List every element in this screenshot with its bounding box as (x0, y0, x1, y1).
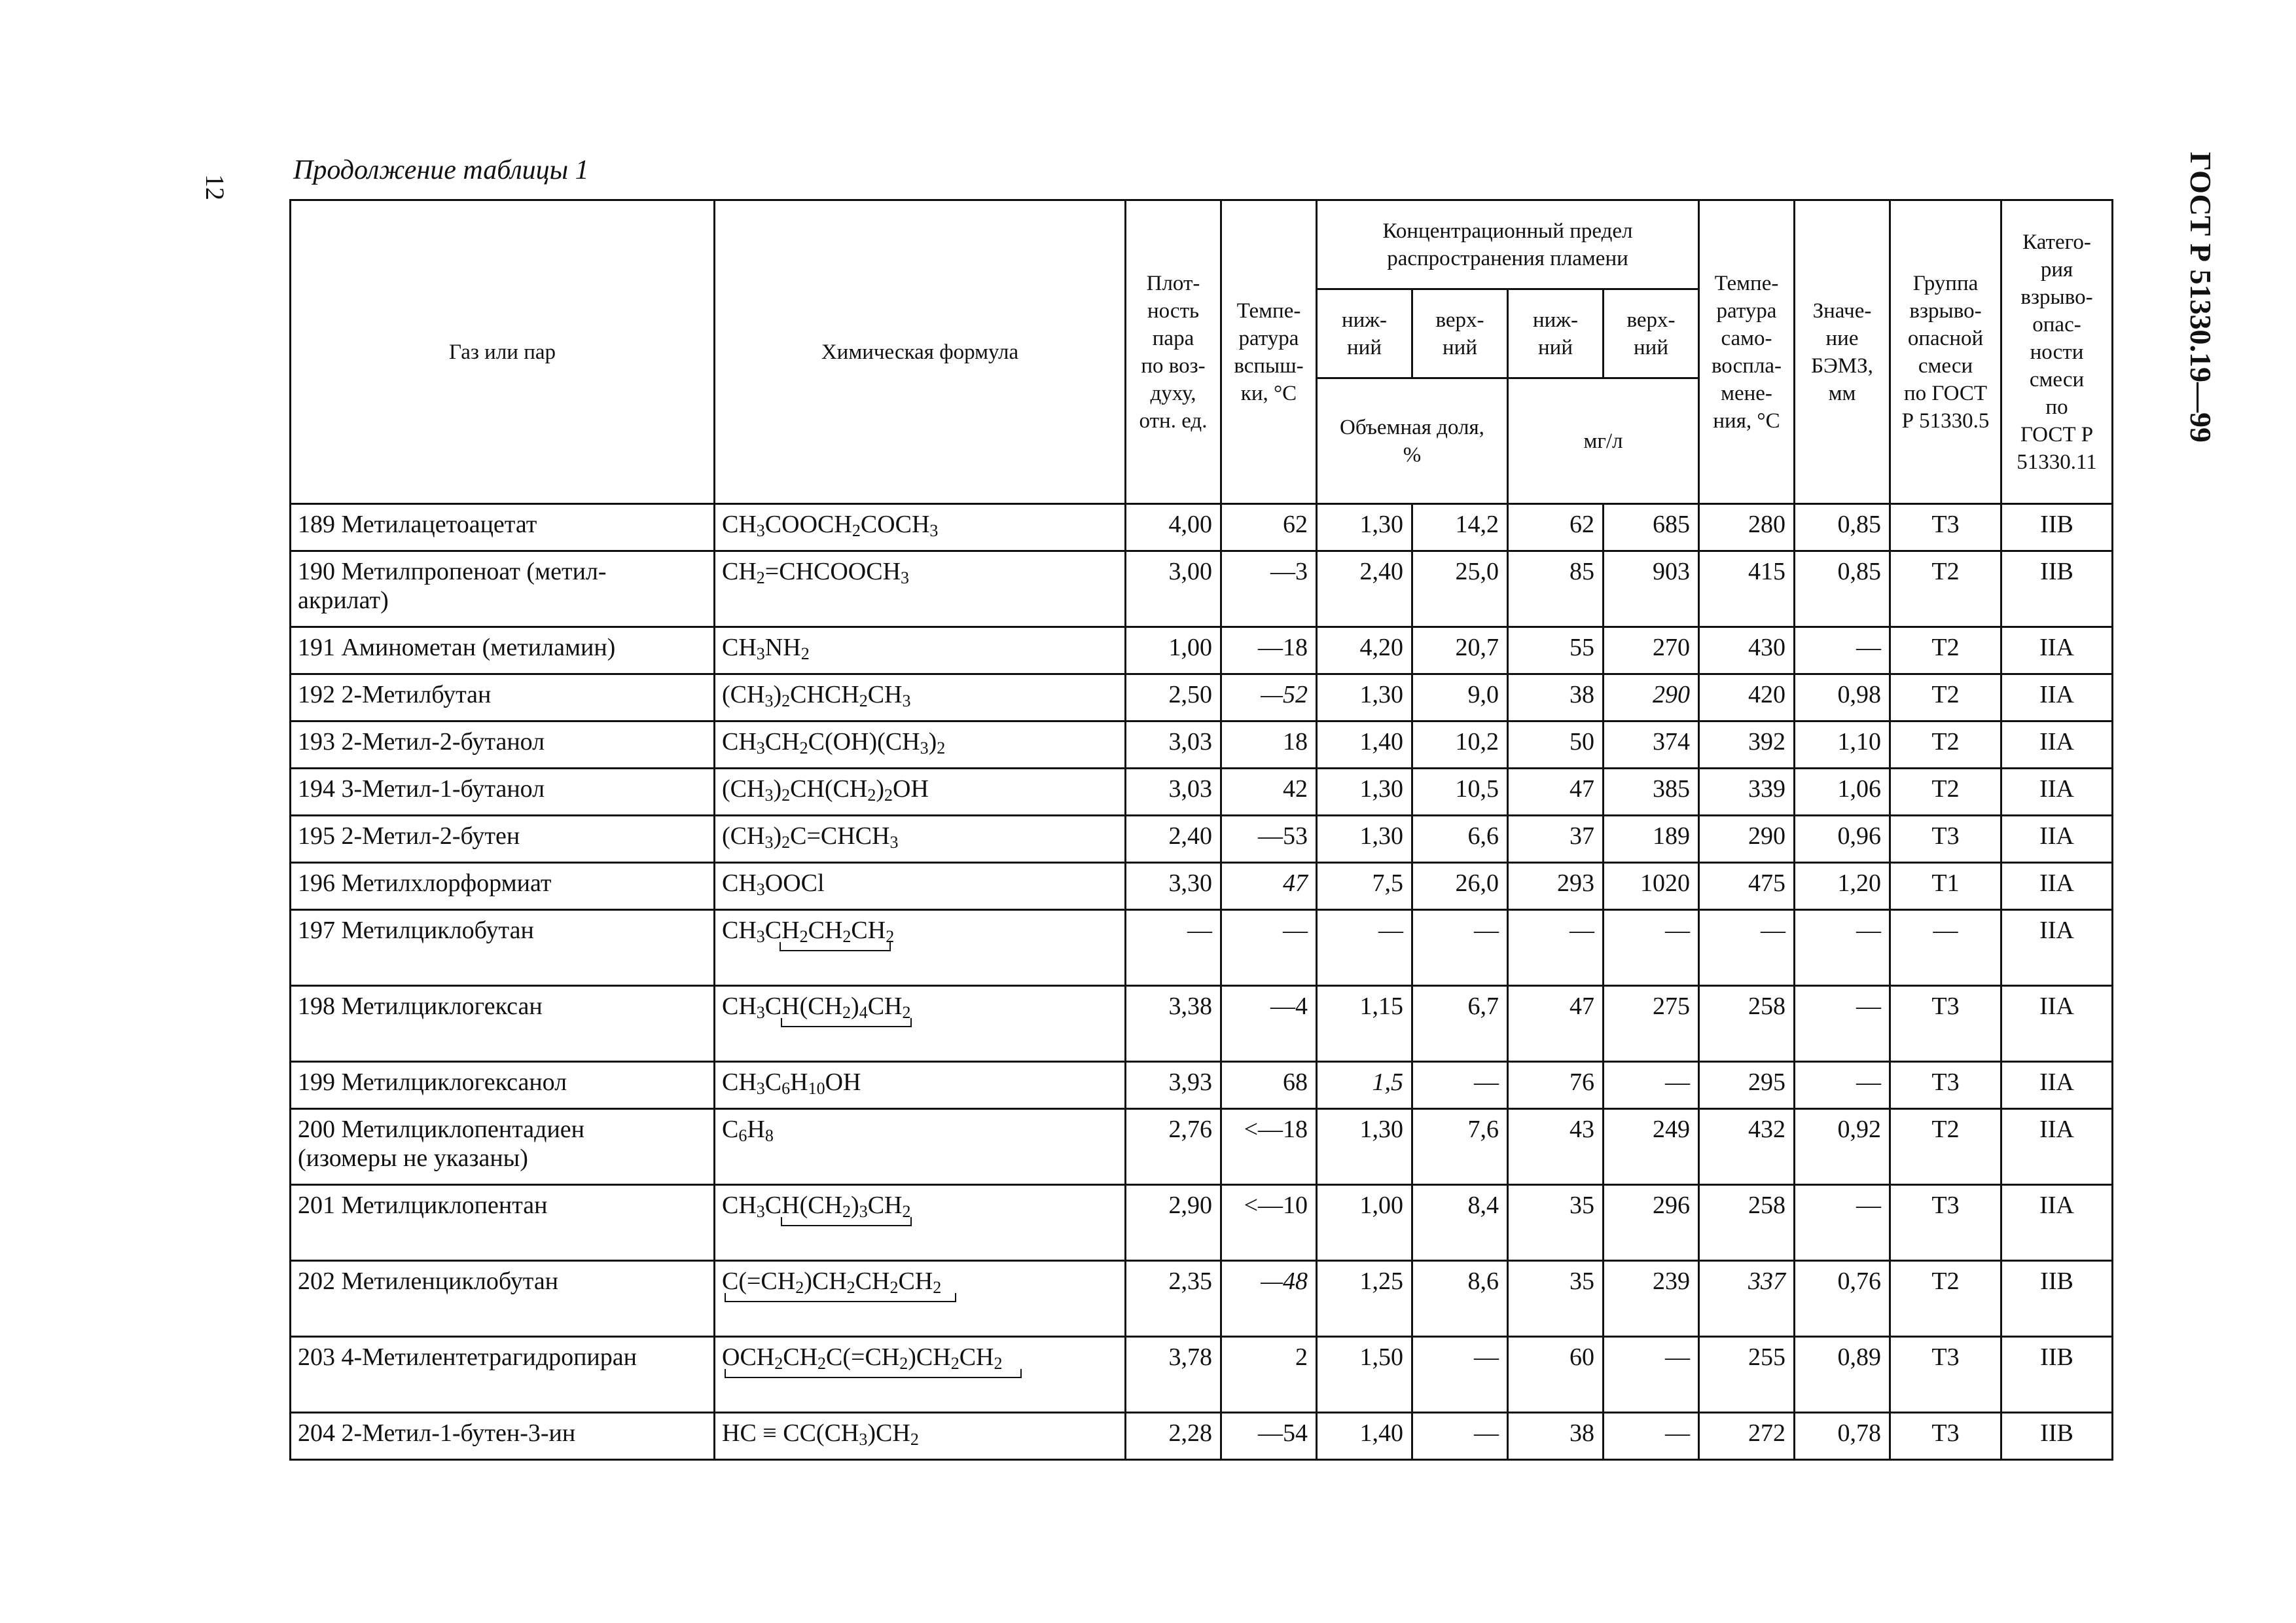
cell-lower-mg: 76 (1508, 1062, 1604, 1109)
cell-formula: $CH_3CH_2CH_2CH_2$ (715, 910, 1126, 986)
cell-bemz: — (1795, 986, 1890, 1062)
cell-density: 3,03 (1126, 721, 1221, 769)
cell-lower-vol: 1,30 (1317, 769, 1412, 816)
cell-flash: —52 (1221, 674, 1317, 721)
row-number: 204 (298, 1419, 342, 1447)
cell-lower-mg: 47 (1508, 986, 1604, 1062)
cell-density: 2,35 (1126, 1261, 1221, 1337)
row-number: 202 (298, 1267, 342, 1295)
cell-lower-vol: 1,15 (1317, 986, 1412, 1062)
row-number: 197 (298, 917, 342, 944)
col-header-category: Катего- рия взрыво- опас- ности смеси по ГОСТ Р 51330.11 (2001, 200, 2113, 504)
cell-lower-vol: 1,00 (1317, 1185, 1412, 1261)
table-row (291, 721, 2113, 769)
cell-upper-mg: — (1604, 1337, 1699, 1413)
cell-density: 4,00 (1126, 504, 1221, 551)
row-number: 189 (298, 511, 342, 538)
cell-formula: $CH_3COOCH_2COCH_3$ (715, 504, 1126, 551)
cell-upper-mg: 249 (1604, 1109, 1699, 1185)
row-number: 191 (298, 634, 342, 661)
cell-name (291, 1413, 715, 1460)
row-number: 196 (298, 869, 342, 897)
substance-name: Метилхлорформиат (341, 869, 552, 897)
row-number: 198 (298, 993, 342, 1020)
substance-name: Аминометан (метиламин) (341, 634, 616, 661)
cell-lower-mg: 43 (1508, 1109, 1604, 1185)
table-row (291, 863, 2113, 910)
cell-lower-vol: 1,40 (1317, 721, 1412, 769)
substance-name: 2-Метил-1-бутен-3-ин (341, 1419, 576, 1447)
cell-upper-mg: 239 (1604, 1261, 1699, 1337)
table-row (291, 910, 2113, 986)
table-row (291, 1185, 2113, 1261)
col-header-density: Плот- ность пара по воз- духу, отн. ед. (1126, 200, 1221, 504)
cell-category: IIВ (2001, 504, 2113, 551)
cell-group: Т3 (1890, 1185, 2001, 1261)
cell-category: IIА (2001, 627, 2113, 674)
table-body (291, 504, 2113, 1460)
col-header-group: Группа взрыво- опасной смеси по ГОСТ Р 51330.5 (1890, 200, 2001, 504)
cell-lower-vol: 4,20 (1317, 627, 1412, 674)
cell-name (291, 769, 715, 816)
cell-upper-vol: 25,0 (1412, 551, 1508, 627)
cell-lower-mg: 35 (1508, 1185, 1604, 1261)
cell-density: — (1126, 910, 1221, 986)
substance-name: Метилпропеноат (метил- акрилат) (298, 558, 607, 614)
cell-name (291, 910, 715, 986)
cell-upper-mg: — (1604, 1413, 1699, 1460)
cell-category: IIА (2001, 816, 2113, 863)
cell-density: 3,78 (1126, 1337, 1221, 1413)
table-row (291, 1062, 2113, 1109)
cell-upper-mg: 189 (1604, 816, 1699, 863)
cell-upper-vol: 10,5 (1412, 769, 1508, 816)
cell-flash: 18 (1221, 721, 1317, 769)
cell-bemz: 0,89 (1795, 1337, 1890, 1413)
cell-autoignition: 475 (1699, 863, 1795, 910)
table-row (291, 627, 2113, 674)
substance-name: 4-Метилентетрагидропиран (341, 1343, 637, 1371)
cell-lower-mg: 38 (1508, 1413, 1604, 1460)
cell-group: Т2 (1890, 674, 2001, 721)
cell-formula: $CH_3C_6H_{10}OH$ (715, 1062, 1126, 1109)
cell-flash: 2 (1221, 1337, 1317, 1413)
cell-autoignition: 337 (1699, 1261, 1795, 1337)
cell-formula: $CH_2=CHCOOCH_3$ (715, 551, 1126, 627)
cell-autoignition: 430 (1699, 627, 1795, 674)
col-header-formula: Химическая формула (715, 200, 1126, 504)
standard-designation: ГОСТ Р 51330.19—99 (2184, 152, 2217, 443)
cell-flash: —53 (1221, 816, 1317, 863)
cell-name (291, 721, 715, 769)
cell-autoignition: 420 (1699, 674, 1795, 721)
cell-flash: 47 (1221, 863, 1317, 910)
row-number: 199 (298, 1068, 342, 1096)
cell-bemz: 0,85 (1795, 504, 1890, 551)
cell-bemz: 1,06 (1795, 769, 1890, 816)
substance-name: 2-Метил-2-бутен (341, 822, 520, 850)
cell-density: 1,00 (1126, 627, 1221, 674)
cell-category: IIА (2001, 910, 2113, 986)
substance-name: Метилциклобутан (341, 917, 534, 944)
cell-upper-vol: 26,0 (1412, 863, 1508, 910)
cell-category: IIА (2001, 1185, 2113, 1261)
cell-lower-vol: 1,30 (1317, 816, 1412, 863)
cell-upper-vol: 10,2 (1412, 721, 1508, 769)
cell-formula: $CH_3CH(CH_2)_4CH_2$ (715, 986, 1126, 1062)
table-row (291, 1413, 2113, 1460)
substance-name: Метилацетоацетат (341, 511, 537, 538)
col-header-gas: Газ или пар (291, 200, 715, 504)
cell-name (291, 1261, 715, 1337)
cell-category: IIВ (2001, 1413, 2113, 1460)
cell-autoignition: 392 (1699, 721, 1795, 769)
cell-category: IIА (2001, 986, 2113, 1062)
cell-lower-mg: 47 (1508, 769, 1604, 816)
cell-category: IIВ (2001, 1261, 2113, 1337)
cell-upper-mg: — (1604, 910, 1699, 986)
cell-formula: $(CH_3)_2CHCH_2CH_3$ (715, 674, 1126, 721)
cell-group: Т3 (1890, 1337, 2001, 1413)
cell-flash: —3 (1221, 551, 1317, 627)
cell-category: IIА (2001, 863, 2113, 910)
cell-autoignition: 415 (1699, 551, 1795, 627)
cell-autoignition: 290 (1699, 816, 1795, 863)
cell-group: Т2 (1890, 627, 2001, 674)
cell-lower-vol: — (1317, 910, 1412, 986)
cell-upper-vol: 9,0 (1412, 674, 1508, 721)
cell-flash: <—18 (1221, 1109, 1317, 1185)
row-number: 195 (298, 822, 342, 850)
cell-bemz: 0,92 (1795, 1109, 1890, 1185)
cell-upper-mg: 385 (1604, 769, 1699, 816)
cell-lower-vol: 1,25 (1317, 1261, 1412, 1337)
col-header-upper-mg: верх- ний (1604, 289, 1699, 378)
cell-lower-mg: 38 (1508, 674, 1604, 721)
cell-name (291, 504, 715, 551)
row-number: 201 (298, 1192, 342, 1219)
cell-upper-vol: 14,2 (1412, 504, 1508, 551)
cell-lower-mg: 85 (1508, 551, 1604, 627)
col-header-bemz: Значе- ние БЭМЗ, мм (1795, 200, 1890, 504)
cell-bemz: 0,76 (1795, 1261, 1890, 1337)
cell-flash: 42 (1221, 769, 1317, 816)
cell-lower-vol: 1,5 (1317, 1062, 1412, 1109)
col-header-mgl: мг/л (1508, 378, 1699, 504)
col-header-upper-vol: верх- ний (1412, 289, 1508, 378)
row-number: 190 (298, 558, 342, 585)
cell-group: Т3 (1890, 816, 2001, 863)
cell-density: 3,30 (1126, 863, 1221, 910)
cell-category: IIВ (2001, 551, 2113, 627)
cell-upper-mg: 275 (1604, 986, 1699, 1062)
cell-density: 2,76 (1126, 1109, 1221, 1185)
cell-name (291, 1185, 715, 1261)
cell-bemz: — (1795, 627, 1890, 674)
row-number: 192 (298, 681, 342, 708)
cell-autoignition: — (1699, 910, 1795, 986)
col-header-volume-fraction: Объемная доля, % (1317, 378, 1508, 504)
cell-density: 2,40 (1126, 816, 1221, 863)
cell-autoignition: 280 (1699, 504, 1795, 551)
cell-lower-mg: 35 (1508, 1261, 1604, 1337)
cell-group: Т2 (1890, 769, 2001, 816)
table-row (291, 769, 2113, 816)
cell-formula: $CH_3NH_2$ (715, 627, 1126, 674)
cell-bemz: 0,78 (1795, 1413, 1890, 1460)
cell-flash: 68 (1221, 1062, 1317, 1109)
cell-upper-mg: 290 (1604, 674, 1699, 721)
cell-autoignition: 258 (1699, 986, 1795, 1062)
cell-name (291, 674, 715, 721)
cell-group: Т3 (1890, 1062, 2001, 1109)
cell-upper-vol: 6,6 (1412, 816, 1508, 863)
cell-upper-mg: 296 (1604, 1185, 1699, 1261)
cell-formula: $OCH_2CH_2C(=CH_2)CH_2CH_2$ (715, 1337, 1126, 1413)
table-row (291, 1109, 2113, 1185)
cell-group: — (1890, 910, 2001, 986)
cell-group: Т3 (1890, 986, 2001, 1062)
cell-upper-mg: 1020 (1604, 863, 1699, 910)
cell-name (291, 1337, 715, 1413)
cell-formula: $(CH_3)_2CH(CH_2)_2OH$ (715, 769, 1126, 816)
cell-autoignition: 255 (1699, 1337, 1795, 1413)
cell-density: 2,28 (1126, 1413, 1221, 1460)
cell-category: IIА (2001, 1062, 2113, 1109)
cell-lower-vol: 2,40 (1317, 551, 1412, 627)
cell-flash: —54 (1221, 1413, 1317, 1460)
cell-autoignition: 432 (1699, 1109, 1795, 1185)
cell-category: IIВ (2001, 1337, 2113, 1413)
table-row (291, 816, 2113, 863)
cell-lower-mg: — (1508, 910, 1604, 986)
cell-lower-vol: 1,30 (1317, 1109, 1412, 1185)
cell-lower-vol: 7,5 (1317, 863, 1412, 910)
cell-flash: 62 (1221, 504, 1317, 551)
cell-autoignition: 339 (1699, 769, 1795, 816)
cell-name (291, 816, 715, 863)
cell-flash: — (1221, 910, 1317, 986)
cell-formula: HC ≡ $CC(CH_3)CH_2$ (715, 1413, 1126, 1460)
substance-name: Метилциклопентадиен (изомеры не указаны) (298, 1116, 585, 1172)
col-header-lower-vol: ниж- ний (1317, 289, 1412, 378)
cell-upper-vol: — (1412, 1413, 1508, 1460)
cell-upper-mg: — (1604, 1062, 1699, 1109)
page-number: 12 (200, 174, 230, 200)
cell-group: Т1 (1890, 863, 2001, 910)
cell-upper-vol: — (1412, 1062, 1508, 1109)
cell-name (291, 627, 715, 674)
cell-group: Т3 (1890, 504, 2001, 551)
cell-name (291, 863, 715, 910)
table-caption: Продолжение таблицы 1 (293, 155, 589, 185)
cell-name (291, 551, 715, 627)
cell-lower-mg: 60 (1508, 1337, 1604, 1413)
cell-formula: $CH_3CH_2C(OH)(CH_3)_2$ (715, 721, 1126, 769)
cell-lower-mg: 37 (1508, 816, 1604, 863)
cell-bemz: 1,10 (1795, 721, 1890, 769)
cell-density: 3,03 (1126, 769, 1221, 816)
cell-group: Т2 (1890, 551, 2001, 627)
cell-autoignition: 258 (1699, 1185, 1795, 1261)
cell-upper-vol: — (1412, 1337, 1508, 1413)
table-row (291, 551, 2113, 627)
col-header-lower-mg: ниж- ний (1508, 289, 1604, 378)
cell-group: Т3 (1890, 1413, 2001, 1460)
cell-bemz: — (1795, 1185, 1890, 1261)
cell-density: 3,00 (1126, 551, 1221, 627)
table-row (291, 504, 2113, 551)
cell-group: Т2 (1890, 1109, 2001, 1185)
cell-bemz: 1,20 (1795, 863, 1890, 910)
cell-group: Т2 (1890, 721, 2001, 769)
table-row (291, 1261, 2113, 1337)
table-row (291, 1337, 2113, 1413)
table-row (291, 674, 2113, 721)
cell-lower-mg: 293 (1508, 863, 1604, 910)
col-header-concentration: Концентрационный предел распространения пламени (1317, 200, 1699, 289)
cell-upper-vol: 20,7 (1412, 627, 1508, 674)
cell-upper-vol: 7,6 (1412, 1109, 1508, 1185)
cell-upper-vol: — (1412, 910, 1508, 986)
cell-bemz: 0,96 (1795, 816, 1890, 863)
cell-lower-vol: 1,40 (1317, 1413, 1412, 1460)
cell-name (291, 1109, 715, 1185)
cell-formula: $CH_3OOCl$ (715, 863, 1126, 910)
cell-upper-vol: 8,4 (1412, 1185, 1508, 1261)
cell-bemz: 0,98 (1795, 674, 1890, 721)
substance-name: 3-Метил-1-бутанол (341, 775, 545, 803)
cell-category: IIА (2001, 721, 2113, 769)
substance-name: Метилциклопентан (341, 1192, 548, 1219)
cell-density: 3,38 (1126, 986, 1221, 1062)
cell-name (291, 1062, 715, 1109)
cell-lower-vol: 1,30 (1317, 674, 1412, 721)
cell-flash: —48 (1221, 1261, 1317, 1337)
substance-name: Метилциклогексанол (341, 1068, 567, 1096)
table-row (291, 986, 2113, 1062)
cell-category: IIА (2001, 1109, 2113, 1185)
substance-name: Метилциклогексан (341, 993, 543, 1020)
cell-autoignition: 272 (1699, 1413, 1795, 1460)
row-number: 194 (298, 775, 342, 803)
cell-flash: —18 (1221, 627, 1317, 674)
cell-lower-mg: 50 (1508, 721, 1604, 769)
cell-upper-vol: 6,7 (1412, 986, 1508, 1062)
cell-flash: <—10 (1221, 1185, 1317, 1261)
cell-density: 2,50 (1126, 674, 1221, 721)
col-header-flash: Темпе- ратура вспыш- ки, °С (1221, 200, 1317, 504)
cell-formula: $CH_3CH(CH_2)_3CH_2$ (715, 1185, 1126, 1261)
cell-bemz: — (1795, 1062, 1890, 1109)
col-header-autoignition: Темпе- ратура само- воспла- мене- ния, °С (1699, 200, 1795, 504)
cell-density: 2,90 (1126, 1185, 1221, 1261)
substance-name: Метиленциклобутан (341, 1267, 559, 1295)
cell-lower-vol: 1,30 (1317, 504, 1412, 551)
cell-lower-mg: 62 (1508, 504, 1604, 551)
cell-formula: $(CH_3)_2C=CHCH_3$ (715, 816, 1126, 863)
cell-name (291, 986, 715, 1062)
cell-category: IIА (2001, 674, 2113, 721)
row-number: 193 (298, 728, 342, 756)
substance-name: 2-Метил-2-бутанол (341, 728, 545, 756)
cell-group: Т2 (1890, 1261, 2001, 1337)
cell-category: IIА (2001, 769, 2113, 816)
row-number: 200 (298, 1116, 342, 1143)
cell-upper-mg: 374 (1604, 721, 1699, 769)
cell-formula: $C_6H_8$ (715, 1109, 1126, 1185)
cell-bemz: 0,85 (1795, 551, 1890, 627)
cell-upper-mg: 685 (1604, 504, 1699, 551)
cell-flash: —4 (1221, 986, 1317, 1062)
cell-upper-mg: 903 (1604, 551, 1699, 627)
cell-lower-mg: 55 (1508, 627, 1604, 674)
cell-lower-vol: 1,50 (1317, 1337, 1412, 1413)
row-number: 203 (298, 1343, 342, 1371)
cell-upper-vol: 8,6 (1412, 1261, 1508, 1337)
cell-density: 3,93 (1126, 1062, 1221, 1109)
cell-bemz: — (1795, 910, 1890, 986)
cell-autoignition: 295 (1699, 1062, 1795, 1109)
substance-name: 2-Метилбутан (341, 681, 492, 708)
cell-formula: $C(=CH_2)CH_2CH_2CH_2$ (715, 1261, 1126, 1337)
cell-upper-mg: 270 (1604, 627, 1699, 674)
properties-table (289, 199, 2113, 1461)
